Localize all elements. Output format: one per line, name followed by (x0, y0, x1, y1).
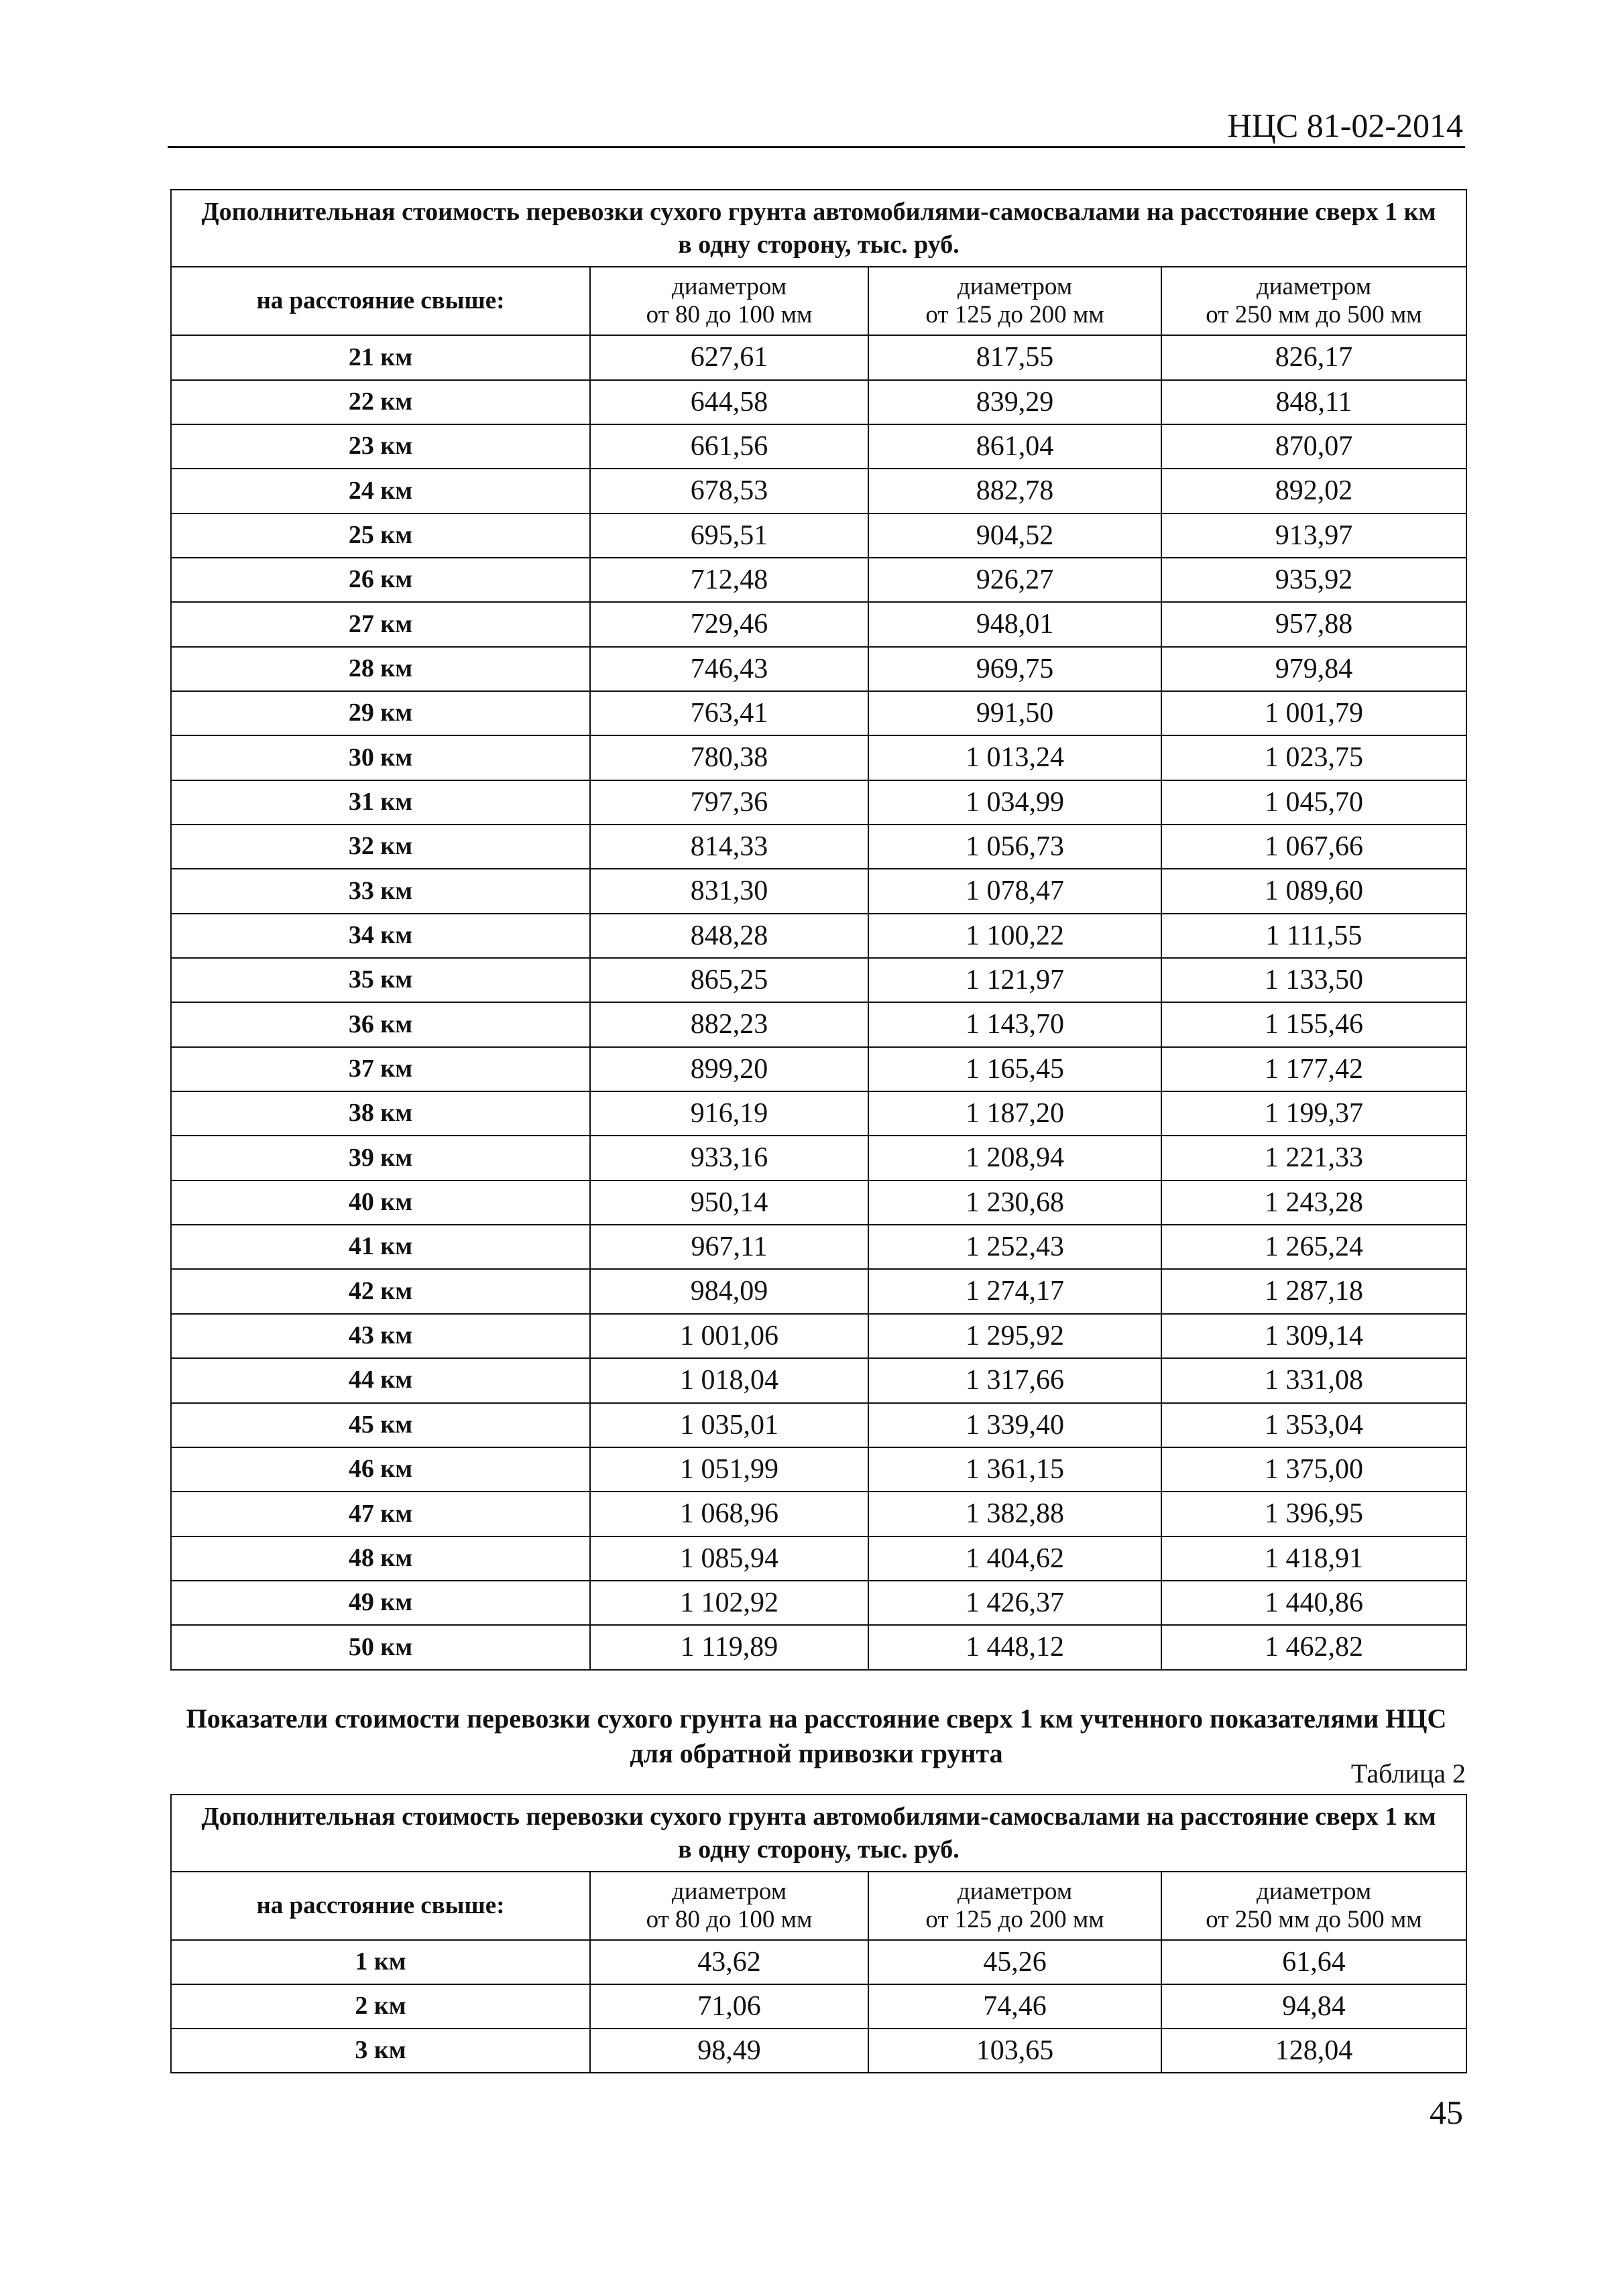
cost-cell: 1 353,04 (1161, 1403, 1466, 1447)
cost-cell: 1 208,94 (868, 1136, 1161, 1180)
cost-cell: 1 056,73 (868, 825, 1161, 869)
cost-cell: 865,25 (590, 958, 868, 1002)
distance-cell: 49 км (171, 1581, 590, 1625)
cost-cell: 780,38 (590, 735, 868, 780)
diameter-column-header (1161, 267, 1466, 335)
distance-cell: 3 км (171, 2029, 590, 2073)
table-row (171, 1403, 1466, 1447)
cost-cell: 1 265,24 (1161, 1225, 1466, 1269)
table-row (171, 335, 1466, 379)
cost-cell: 1 375,00 (1161, 1447, 1466, 1492)
cost-cell: 746,43 (590, 647, 868, 691)
distance-cell: 23 км (171, 424, 590, 469)
distance-cell: 42 км (171, 1269, 590, 1313)
cost-cell: 763,41 (590, 691, 868, 735)
distance-cell: 34 км (171, 914, 590, 958)
cost-cell: 1 339,40 (868, 1403, 1161, 1447)
cost-cell: 1 133,50 (1161, 958, 1466, 1002)
header-divider (168, 146, 1465, 148)
cost-cell: 1 331,08 (1161, 1358, 1466, 1402)
cost-cell: 712,48 (590, 558, 868, 602)
distance-cell: 22 км (171, 380, 590, 424)
cost-cell: 967,11 (590, 1225, 868, 1269)
distance-cell: 48 км (171, 1536, 590, 1581)
cost-cell: 991,50 (868, 691, 1161, 735)
cost-cell: 916,19 (590, 1091, 868, 1136)
table-row (171, 1314, 1466, 1358)
distance-cell: 39 км (171, 1136, 590, 1180)
table-row (171, 380, 1466, 424)
cost-cell: 1 252,43 (868, 1225, 1161, 1269)
distance-cell: 28 км (171, 647, 590, 691)
cost-cell: 45,26 (868, 1940, 1161, 1984)
cost-cell: 1 274,17 (868, 1269, 1161, 1313)
cost-cell: 128,04 (1161, 2029, 1466, 2073)
cost-cell: 882,23 (590, 1002, 868, 1046)
table-caption-row (171, 1795, 1466, 1872)
cost-cell: 892,02 (1161, 469, 1466, 513)
cost-cell: 1 462,82 (1161, 1625, 1466, 1669)
cost-cell: 826,17 (1161, 335, 1466, 379)
table-row (171, 1940, 1466, 1984)
column-header-line: диаметром (957, 1877, 1073, 1905)
cost-cell: 61,64 (1161, 1940, 1466, 1984)
cost-cell: 1 382,88 (868, 1492, 1161, 1536)
cost-cell: 935,92 (1161, 558, 1466, 602)
distance-cell: 45 км (171, 1403, 590, 1447)
cost-cell: 913,97 (1161, 513, 1466, 558)
table-row (171, 1447, 1466, 1492)
table-caption-row (171, 190, 1466, 267)
cost-cell: 729,46 (590, 602, 868, 646)
document-code: НЦС 81-02-2014 (1227, 107, 1463, 144)
distance-cell: 30 км (171, 735, 590, 780)
cost-cell: 1 221,33 (1161, 1136, 1466, 1180)
table-row (171, 1225, 1466, 1269)
cost-cell: 1 309,14 (1161, 1314, 1466, 1358)
cost-table-2 (170, 1794, 1467, 2073)
page-number: 45 (1430, 2094, 1463, 2131)
distance-cell: 36 км (171, 1002, 590, 1046)
cost-cell: 984,09 (590, 1269, 868, 1313)
table-row (171, 647, 1466, 691)
cost-cell: 1 119,89 (590, 1625, 868, 1669)
distance-cell: 46 км (171, 1447, 590, 1492)
cost-cell: 797,36 (590, 780, 868, 825)
table-row (171, 691, 1466, 735)
table-row (171, 1091, 1466, 1136)
cost-table-2-body (171, 1795, 1466, 2073)
cost-cell: 1 023,75 (1161, 735, 1466, 780)
distance-cell: 29 км (171, 691, 590, 735)
table-row (171, 1358, 1466, 1402)
cost-cell: 948,01 (868, 602, 1161, 646)
cost-cell: 1 035,01 (590, 1403, 868, 1447)
cost-cell: 1 143,70 (868, 1002, 1161, 1046)
distance-cell: 24 км (171, 469, 590, 513)
table-row (171, 1984, 1466, 2029)
cost-cell: 695,51 (590, 513, 868, 558)
table-row (171, 958, 1466, 1002)
diameter-column-header (590, 1872, 868, 1940)
distance-cell: 2 км (171, 1984, 590, 2029)
diameter-column-header (1161, 1872, 1466, 1940)
cost-cell: 1 199,37 (1161, 1091, 1466, 1136)
cost-cell: 1 243,28 (1161, 1181, 1466, 1225)
distance-column-header: на расстояние свыше: (171, 267, 590, 335)
cost-cell: 627,61 (590, 335, 868, 379)
cost-cell: 861,04 (868, 424, 1161, 469)
table-caption: Дополнительная стоимость перевозки сухого грунта автомобилями-самосвалами на расстояние сверх 1 км в одну сторону, тыс. руб. (171, 1795, 1466, 1872)
cost-cell: 814,33 (590, 825, 868, 869)
cost-cell: 1 155,46 (1161, 1002, 1466, 1046)
table-row (171, 1136, 1466, 1180)
distance-cell: 38 км (171, 1091, 590, 1136)
distance-cell: 1 км (171, 1940, 590, 1984)
table-caption: Дополнительная стоимость перевозки сухого грунта автомобилями-самосвалами на расстояние сверх 1 км в одну сторону, тыс. руб. (171, 190, 1466, 267)
cost-cell: 899,20 (590, 1047, 868, 1091)
table-row (171, 1581, 1466, 1625)
cost-cell: 957,88 (1161, 602, 1466, 646)
cost-cell: 848,28 (590, 914, 868, 958)
column-header-line: от 80 до 100 мм (646, 301, 813, 329)
distance-cell: 26 км (171, 558, 590, 602)
table-row (171, 1536, 1466, 1581)
cost-cell: 1 317,66 (868, 1358, 1161, 1402)
diameter-column-header (590, 267, 868, 335)
cost-cell: 678,53 (590, 469, 868, 513)
table-row (171, 2029, 1466, 2073)
cost-cell: 1 111,55 (1161, 914, 1466, 958)
column-header-line: диаметром (1256, 1877, 1372, 1905)
distance-cell: 31 км (171, 780, 590, 825)
table-row (171, 1047, 1466, 1091)
cost-cell: 43,62 (590, 1940, 868, 1984)
diameter-column-header (868, 267, 1161, 335)
column-header-line: диаметром (671, 272, 787, 300)
cost-cell: 1 045,70 (1161, 780, 1466, 825)
cost-cell: 1 404,62 (868, 1536, 1161, 1581)
distance-cell: 32 км (171, 825, 590, 869)
cost-cell: 1 067,66 (1161, 825, 1466, 869)
table-row (171, 513, 1466, 558)
cost-cell: 1 085,94 (590, 1536, 868, 1581)
cost-cell: 1 121,97 (868, 958, 1161, 1002)
table-row (171, 558, 1466, 602)
cost-table-1 (170, 189, 1467, 1671)
cost-cell: 848,11 (1161, 380, 1466, 424)
column-header-line: от 125 до 200 мм (925, 301, 1104, 329)
cost-cell: 1 426,37 (868, 1581, 1161, 1625)
distance-cell: 33 км (171, 869, 590, 913)
cost-cell: 103,65 (868, 2029, 1161, 2073)
cost-cell: 1 440,86 (1161, 1581, 1466, 1625)
cost-cell: 1 418,91 (1161, 1536, 1466, 1581)
cost-cell: 817,55 (868, 335, 1161, 379)
cost-cell: 870,07 (1161, 424, 1466, 469)
table-row (171, 469, 1466, 513)
table-row (171, 1492, 1466, 1536)
cost-cell: 950,14 (590, 1181, 868, 1225)
distance-cell: 35 км (171, 958, 590, 1002)
cost-cell: 831,30 (590, 869, 868, 913)
table-number-label: Таблица 2 (1350, 1758, 1466, 1789)
distance-cell: 37 км (171, 1047, 590, 1091)
cost-cell: 882,78 (868, 469, 1161, 513)
column-header-line: от 250 мм до 500 мм (1206, 301, 1422, 329)
cost-cell: 1 001,06 (590, 1314, 868, 1358)
cost-cell: 1 396,95 (1161, 1492, 1466, 1536)
distance-cell: 44 км (171, 1358, 590, 1402)
cost-cell: 661,56 (590, 424, 868, 469)
cost-cell: 1 068,96 (590, 1492, 868, 1536)
column-header-line: диаметром (957, 272, 1073, 300)
table-row (171, 780, 1466, 825)
table-row (171, 1625, 1466, 1669)
cost-cell: 1 013,24 (868, 735, 1161, 780)
cost-cell: 1 001,79 (1161, 691, 1466, 735)
table-row (171, 869, 1466, 913)
column-header-line: от 125 до 200 мм (925, 1906, 1104, 1934)
distance-cell: 47 км (171, 1492, 590, 1536)
distance-cell: 25 км (171, 513, 590, 558)
column-header-line: диаметром (1256, 272, 1372, 300)
distance-cell: 43 км (171, 1314, 590, 1358)
cost-cell: 1 287,18 (1161, 1269, 1466, 1313)
table-row (171, 1181, 1466, 1225)
table-row (171, 1002, 1466, 1046)
table-row (171, 825, 1466, 869)
cost-cell: 74,46 (868, 1984, 1161, 2029)
table-row (171, 1269, 1466, 1313)
distance-column-header: на расстояние свыше: (171, 1872, 590, 1940)
table-row (171, 914, 1466, 958)
cost-cell: 926,27 (868, 558, 1161, 602)
table-row (171, 424, 1466, 469)
section-title: Показатели стоимости перевозки сухого грунта на расстояние сверх 1 км учтенного показателями НЦС для обратной привозки грунта (186, 1703, 1447, 1768)
cost-cell: 94,84 (1161, 1984, 1466, 2029)
cost-cell: 904,52 (868, 513, 1161, 558)
diameter-column-header (868, 1872, 1161, 1940)
table-header-row (171, 1872, 1466, 1940)
distance-cell: 40 км (171, 1181, 590, 1225)
column-header-line: от 80 до 100 мм (646, 1906, 813, 1934)
cost-table-1-body (171, 190, 1466, 1670)
cost-cell: 1 295,92 (868, 1314, 1161, 1358)
cost-cell: 98,49 (590, 2029, 868, 2073)
table-header-row (171, 267, 1466, 335)
cost-cell: 969,75 (868, 647, 1161, 691)
distance-cell: 21 км (171, 335, 590, 379)
cost-cell: 1 102,92 (590, 1581, 868, 1625)
cost-cell: 1 100,22 (868, 914, 1161, 958)
cost-cell: 71,06 (590, 1984, 868, 2029)
distance-cell: 27 км (171, 602, 590, 646)
cost-cell: 644,58 (590, 380, 868, 424)
cost-cell: 1 230,68 (868, 1181, 1161, 1225)
cost-cell: 1 078,47 (868, 869, 1161, 913)
cost-cell: 1 177,42 (1161, 1047, 1466, 1091)
table-row (171, 602, 1466, 646)
cost-cell: 1 448,12 (868, 1625, 1161, 1669)
cost-cell: 1 018,04 (590, 1358, 868, 1402)
column-header-line: от 250 мм до 500 мм (1206, 1906, 1422, 1934)
cost-cell: 933,16 (590, 1136, 868, 1180)
cost-cell: 1 187,20 (868, 1091, 1161, 1136)
table-row (171, 735, 1466, 780)
cost-cell: 1 051,99 (590, 1447, 868, 1492)
cost-cell: 1 089,60 (1161, 869, 1466, 913)
cost-cell: 839,29 (868, 380, 1161, 424)
cost-cell: 1 034,99 (868, 780, 1161, 825)
distance-cell: 50 км (171, 1625, 590, 1669)
cost-cell: 1 165,45 (868, 1047, 1161, 1091)
column-header-line: диаметром (671, 1877, 787, 1905)
distance-cell: 41 км (171, 1225, 590, 1269)
cost-cell: 979,84 (1161, 647, 1466, 691)
cost-cell: 1 361,15 (868, 1447, 1161, 1492)
